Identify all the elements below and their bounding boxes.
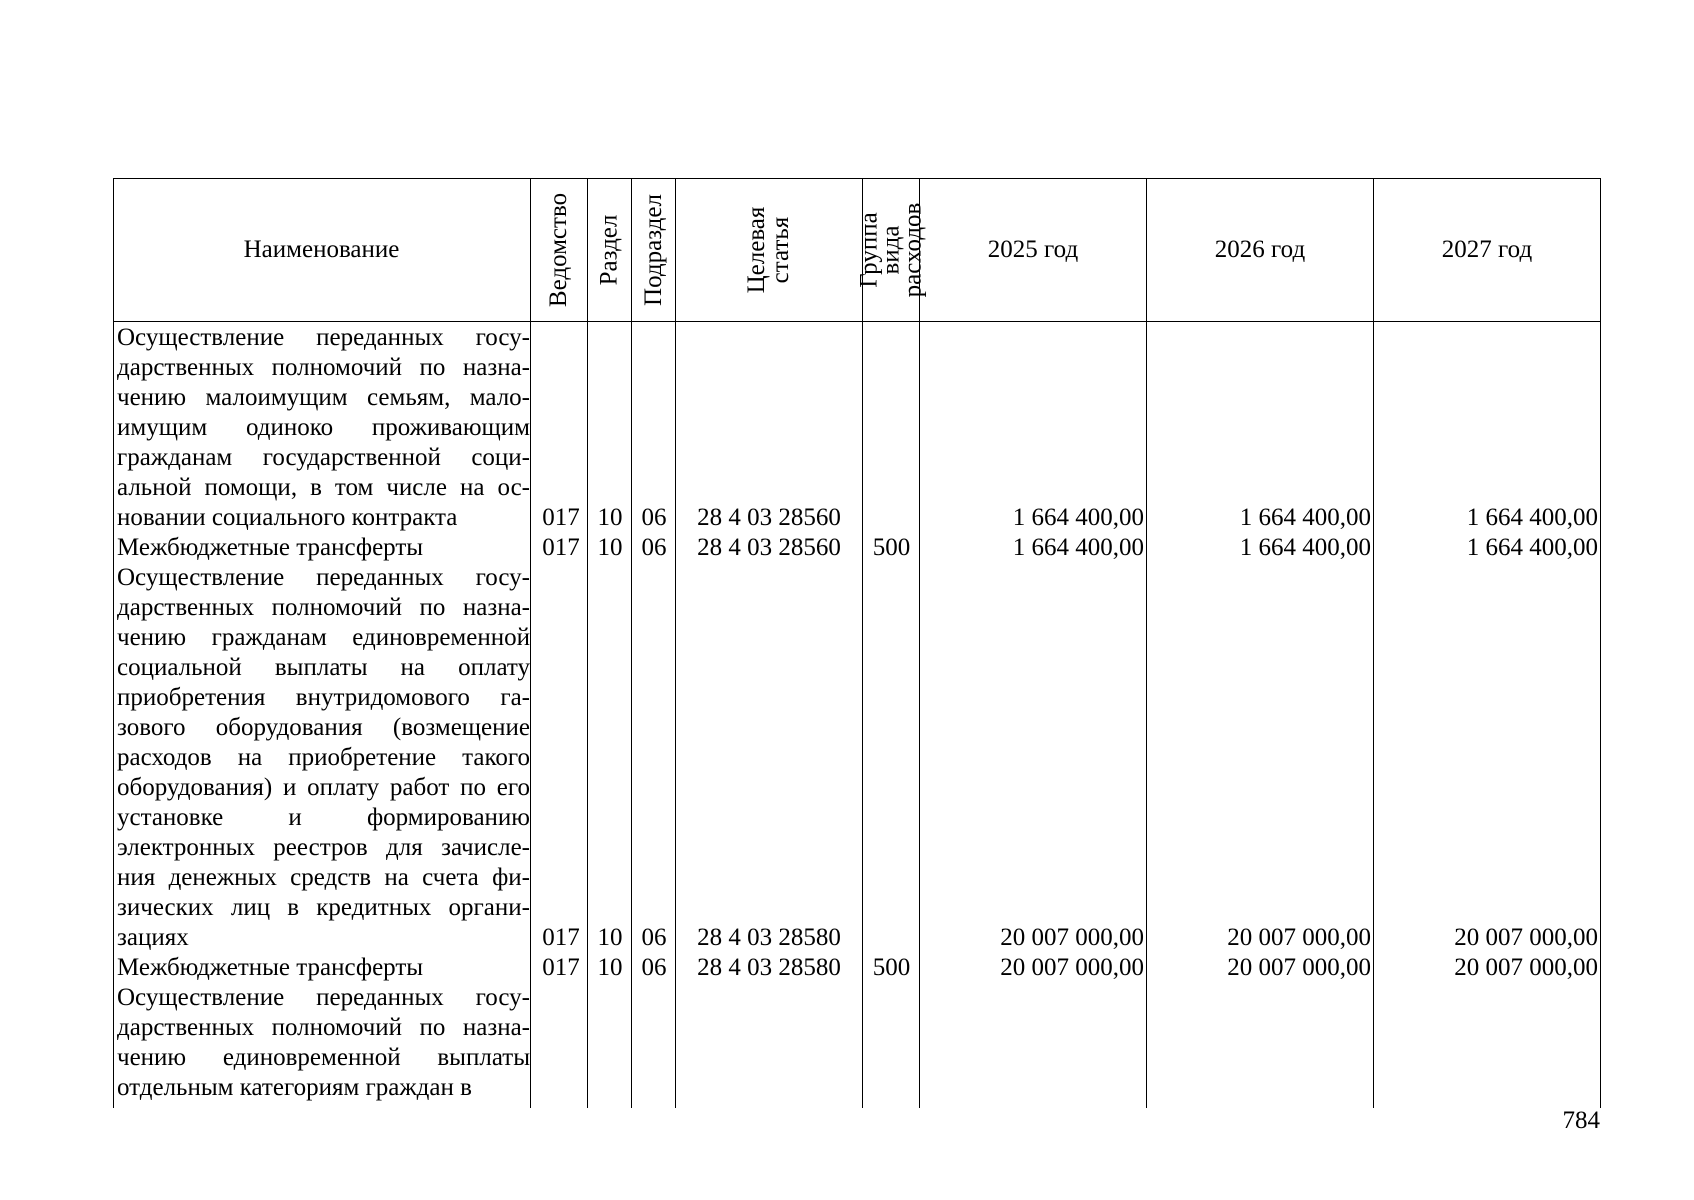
row-podrazdel: 06	[641, 534, 667, 561]
row-vedomstvo: 017	[542, 924, 580, 951]
row-2025: 1 664 400,00	[1012, 504, 1144, 531]
row-celevaya: 28 4 03 28560	[697, 504, 841, 531]
row-name: Осуществление переданных госу-дарственных полномочий по назна-чению единовременной выплаты отдельным категориям граждан в	[117, 984, 530, 1101]
row-podrazdel: 06	[641, 954, 667, 981]
row-podrazdel: 06	[641, 504, 667, 531]
row-2025: 20 007 000,00	[1000, 924, 1144, 951]
row-vedomstvo: 017	[542, 504, 580, 531]
row-2027: 20 007 000,00	[1454, 954, 1598, 981]
row-name: Межбюджетные трансферты	[117, 954, 424, 981]
header-2027: 2027 год	[1441, 236, 1533, 263]
header-name: Наименование	[243, 236, 400, 263]
row-2026: 20 007 000,00	[1227, 954, 1371, 981]
budget-table	[113, 178, 1601, 1108]
row-2025: 20 007 000,00	[1000, 954, 1144, 981]
page-number: 784	[1562, 1107, 1600, 1134]
row-gruppa: 500	[872, 954, 911, 981]
header-2026: 2026 год	[1214, 236, 1306, 263]
row-podrazdel: 06	[641, 924, 667, 951]
header-2025: 2025 год	[987, 236, 1079, 263]
row-2027: 1 664 400,00	[1466, 504, 1598, 531]
row-gruppa: 500	[872, 534, 911, 561]
row-name: Межбюджетные трансферты	[117, 534, 424, 561]
header-razdel: Раздел	[595, 214, 623, 286]
header-celevaya: Целевая статья	[743, 206, 794, 294]
row-vedomstvo: 017	[542, 534, 580, 561]
table-border-right	[1600, 179, 1601, 1108]
row-2026: 1 664 400,00	[1239, 504, 1371, 531]
row-celevaya: 28 4 03 28560	[697, 534, 841, 561]
row-razdel: 10	[597, 534, 623, 561]
header-gruppa: Группа вида расходов	[855, 202, 926, 298]
row-2027: 1 664 400,00	[1466, 534, 1598, 561]
row-2026: 20 007 000,00	[1227, 924, 1371, 951]
row-name: Осуществление переданных госу-дарственных полномочий по назна-чению гражданам единовременной социальной выплаты на оплату приобретения внутридомового га-зового оборудования (возмещение расходов на приобретение такого оборудования) и оплату работ по его установке и формированию электронных реестров для зачисле-ния денежных средств на счета фи-зических лиц в кредитных органи-зациях	[117, 564, 530, 951]
row-razdel: 10	[597, 504, 623, 531]
row-name: Осуществление переданных госу-дарственных полномочий по назна-чению малоимущим семьям, мало-имущим одиноко проживающим гражданам государственной соци-альной помощи, в том числе на ос-новании социального контракта	[117, 324, 530, 531]
header-divider	[113, 321, 1601, 322]
row-2025: 1 664 400,00	[1012, 534, 1144, 561]
header-podrazdel: Подраздел	[639, 194, 667, 306]
header-vedomstvo: Ведомство	[545, 192, 573, 308]
row-razdel: 10	[597, 954, 623, 981]
row-2027: 20 007 000,00	[1454, 924, 1598, 951]
row-vedomstvo: 017	[542, 954, 580, 981]
row-razdel: 10	[597, 924, 623, 951]
row-celevaya: 28 4 03 28580	[697, 954, 841, 981]
row-celevaya: 28 4 03 28580	[697, 924, 841, 951]
row-2026: 1 664 400,00	[1239, 534, 1371, 561]
